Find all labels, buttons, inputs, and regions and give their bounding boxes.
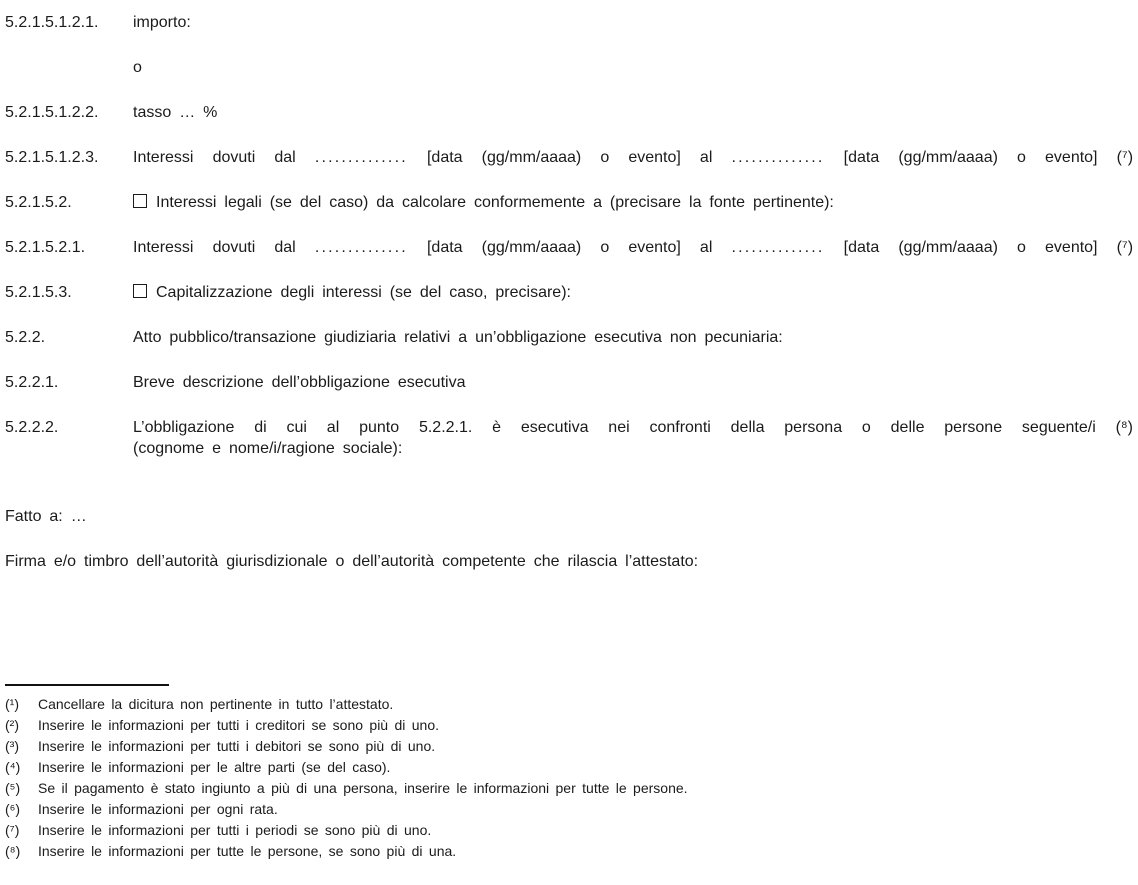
footnote-text: Inserire le informazioni per tutti i periodi se sono più di uno. — [38, 822, 432, 838]
section-text-line1: L’obbligazione di cui al punto 5.2.2.1. è esecutiva nei confronti della persona o delle persone seguente/i (⁸) — [133, 419, 1133, 436]
checkbox-label: Interessi legali (se del caso) da calcolare conformemente a (precisare la fonte pertinente): — [156, 194, 834, 211]
section-number: 5.2.1.5.1.2.3. — [5, 149, 99, 166]
section-row — [5, 282, 1133, 303]
section-number: 5.2.2. — [5, 329, 46, 346]
section-text-line2: (cognome e nome/i/ragione sociale): — [133, 440, 403, 457]
footnote-text: Inserire le informazioni per le altre parti (se del caso). — [38, 759, 391, 775]
section-row — [5, 372, 1133, 393]
section-text: Breve descrizione dell’obbligazione esecutiva — [133, 374, 466, 391]
dotted-line: .............. — [314, 239, 408, 256]
section-row — [5, 237, 1133, 258]
section-row — [5, 147, 1133, 168]
footnote-item — [5, 715, 1133, 736]
footnote-marker: (⁴) — [5, 759, 21, 775]
section-text: Atto pubblico/transazione giudiziaria relativi a un’obbligazione esecutiva non pecuniaria: — [133, 329, 783, 346]
footnote-marker: (⁵) — [5, 780, 21, 796]
section-number: 5.2.1.5.2.1. — [5, 239, 86, 256]
section-text-tail: [data (gg/mm/aaaa) o evento] (⁷) — [843, 239, 1134, 256]
section-row — [5, 192, 1133, 213]
or-separator-text: o — [133, 59, 142, 76]
footnote-marker: (⁶) — [5, 801, 21, 817]
section-number: 5.2.1.5.2. — [5, 194, 72, 211]
section-text — [133, 417, 1133, 460]
checkbox-label: Capitalizzazione degli interessi (se del caso, precisare): — [156, 284, 571, 301]
section-row — [5, 327, 1133, 348]
footnote-text: Inserire le informazioni per tutte le persone, se sono più di una. — [38, 843, 457, 859]
section-text-mid: [data (gg/mm/aaaa) o evento] al — [426, 239, 713, 256]
footnote-text: Inserire le informazioni per tutti i debitori se sono più di uno. — [38, 738, 436, 754]
section-text — [133, 147, 1133, 168]
footnote-marker: (²) — [5, 717, 19, 733]
section-text — [133, 192, 1133, 213]
footnote-marker: (⁷) — [5, 822, 20, 838]
section-text-tail: [data (gg/mm/aaaa) o evento] (⁷) — [843, 149, 1134, 166]
dotted-line: .............. — [731, 149, 825, 166]
section-number: 5.2.2.2. — [5, 419, 59, 436]
footnote-item — [5, 820, 1133, 841]
footnote-item — [5, 694, 1133, 715]
section-text — [133, 237, 1133, 258]
section-row — [5, 102, 1133, 123]
section-text: importo: — [133, 14, 191, 31]
place-line: Fatto a: … — [5, 508, 87, 525]
section-text-mid: [data (gg/mm/aaaa) o evento] al — [426, 149, 713, 166]
section-number: 5.2.1.5.1.2.1. — [5, 14, 99, 31]
footnote-text: Se il pagamento è stato ingiunto a più di una persona, inserire le informazioni per tutte le persone. — [38, 780, 688, 796]
checkbox-icon — [133, 284, 147, 298]
section-text-lead: Interessi dovuti dal — [133, 239, 296, 256]
section-number: 5.2.1.5.3. — [5, 284, 72, 301]
footnote-text: Cancellare la dicitura non pertinente in tutto l’attestato. — [38, 696, 394, 712]
footnote-separator-rule — [5, 684, 169, 686]
section-row — [5, 57, 1133, 78]
footnote-item — [5, 778, 1133, 799]
footnote-text: Inserire le informazioni per tutti i creditori se sono più di uno. — [38, 717, 440, 733]
section-text-lead: Interessi dovuti dal — [133, 149, 296, 166]
section-text — [133, 282, 1133, 303]
footnote-marker: (⁸) — [5, 843, 21, 859]
footnote-item — [5, 736, 1133, 757]
footnote-marker: (³) — [5, 738, 19, 754]
footnote-item — [5, 799, 1133, 820]
footnote-item — [5, 841, 1133, 862]
dotted-line: .............. — [731, 239, 825, 256]
checkbox-icon — [133, 194, 147, 208]
section-text: tasso … % — [133, 104, 218, 121]
section-row — [5, 12, 1133, 33]
dotted-line: .............. — [314, 149, 408, 166]
footnote-text: Inserire le informazioni per ogni rata. — [38, 801, 278, 817]
footnote-item — [5, 757, 1133, 778]
section-number: 5.2.2.1. — [5, 374, 59, 391]
section-row — [5, 417, 1133, 460]
section-number: 5.2.1.5.1.2.2. — [5, 104, 99, 121]
footnotes-section — [5, 694, 1133, 862]
footnote-marker: (¹) — [5, 696, 19, 712]
signature-line: Firma e/o timbro dell’autorità giurisdizionale o dell’autorità competente che rilascia l’attestato: — [5, 553, 699, 570]
